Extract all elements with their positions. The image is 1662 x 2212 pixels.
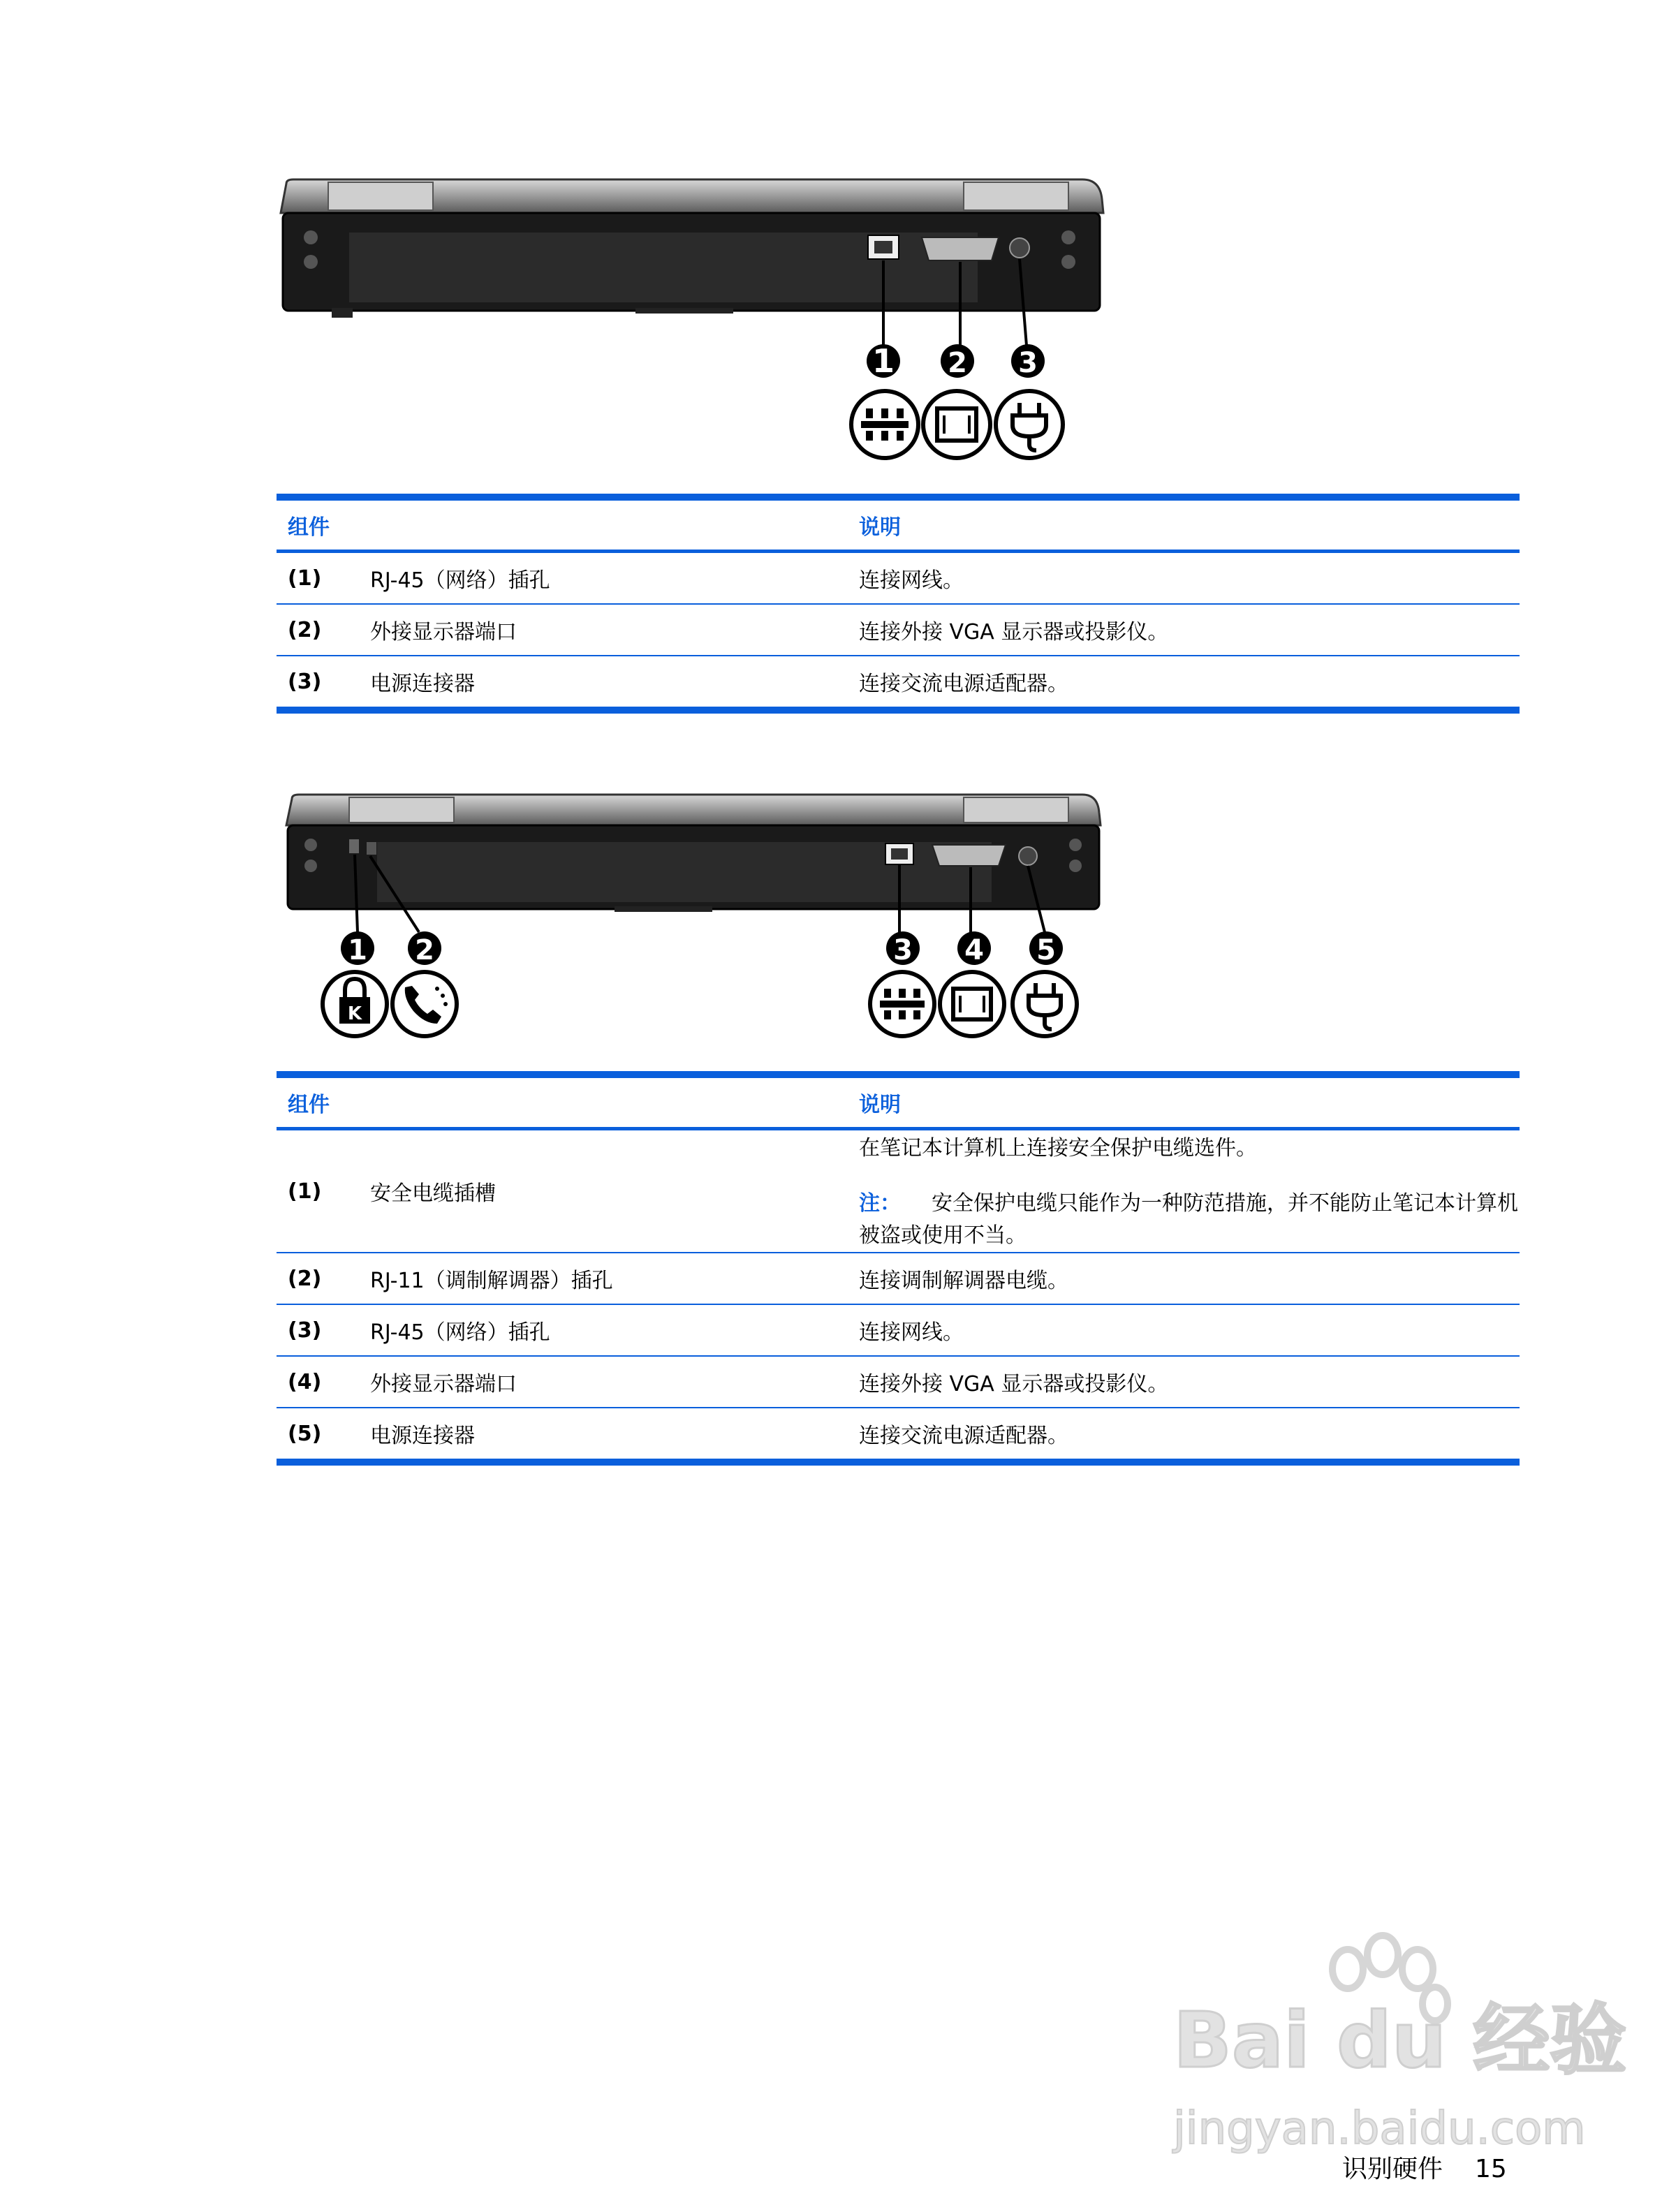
baidu-watermark-logo xyxy=(1159,1927,1627,2165)
note xyxy=(859,1188,1520,1252)
svg-text:2: 2 xyxy=(948,347,967,379)
monitor-icon xyxy=(923,391,990,458)
svg-text:3: 3 xyxy=(1018,347,1038,379)
component-description: 连接交流电源适配器。 xyxy=(859,672,1068,696)
callout-3 xyxy=(1011,344,1045,379)
component-table-2 xyxy=(277,1071,1520,1466)
component-description: 连接调制解调器电缆。 xyxy=(848,1253,1520,1304)
svg-text:2: 2 xyxy=(415,934,434,966)
svg-text:5: 5 xyxy=(1036,934,1056,966)
note-text: 安全保护电缆只能作为一种防范措施，并不能防止笔记本计算机被盗或使用不当。 xyxy=(859,1191,1518,1248)
header-description: 说明 xyxy=(848,1075,1520,1129)
header-component: 组件 xyxy=(277,497,848,552)
row-number: (2) xyxy=(277,1253,359,1304)
svg-text:3: 3 xyxy=(893,934,913,966)
table-row xyxy=(277,604,1520,656)
row-number: (3) xyxy=(288,669,322,694)
component-name: 电源连接器 xyxy=(370,1424,475,1448)
watermark-brand: Bai du 经验 xyxy=(1173,1996,1627,2085)
component-description: 连接网线。 xyxy=(848,1304,1520,1356)
svg-text:K: K xyxy=(347,1003,362,1024)
header-description: 说明 xyxy=(848,497,1520,552)
svg-text:1: 1 xyxy=(872,342,895,380)
network-icon xyxy=(851,391,918,458)
power-plug-icon xyxy=(996,391,1063,458)
component-table-1 xyxy=(277,494,1520,714)
note-label: 注： xyxy=(859,1191,901,1216)
row-number: (3) xyxy=(277,1304,359,1356)
table-row xyxy=(277,552,1520,605)
component-name: RJ-11（调制解调器）插孔 xyxy=(359,1253,848,1304)
callout-3 xyxy=(886,931,920,966)
component-name: 电源连接器 xyxy=(370,672,475,696)
section-title: 识别硬件 xyxy=(1342,2155,1443,2183)
row-number: (4) xyxy=(277,1356,359,1408)
network-icon xyxy=(870,972,934,1036)
power-plug-icon xyxy=(1013,972,1077,1036)
callout-4 xyxy=(957,931,991,966)
table-row xyxy=(277,656,1520,710)
table-row xyxy=(277,1356,1520,1408)
table-row xyxy=(277,1304,1520,1356)
laptop-rear-figure-1 xyxy=(272,171,1110,464)
callout-1 xyxy=(867,342,900,380)
page-footer xyxy=(1342,2149,1507,2185)
security-lock-icon xyxy=(323,972,387,1036)
component-description: 连接外接 VGA 显示器或投影仪。 xyxy=(848,604,1520,656)
row-number: (1) xyxy=(277,552,359,605)
page-number: 15 xyxy=(1475,2155,1507,2183)
callout-2 xyxy=(408,931,441,966)
row-number: (5) xyxy=(288,1421,322,1446)
component-name: 安全电缆插槽 xyxy=(359,1129,848,1253)
component-description: 连接外接 VGA 显示器或投影仪。 xyxy=(848,1356,1520,1408)
component-description xyxy=(848,1129,1520,1253)
row-number: (2) xyxy=(277,604,359,656)
component-description: 连接网线。 xyxy=(848,552,1520,605)
header-component: 组件 xyxy=(277,1075,848,1129)
component-description: 连接交流电源适配器。 xyxy=(859,1424,1068,1448)
svg-text:1: 1 xyxy=(348,934,367,966)
callout-5 xyxy=(1029,931,1063,966)
table-row xyxy=(277,1408,1520,1462)
row-number: (1) xyxy=(277,1129,359,1253)
laptop-rear-figure-2 xyxy=(279,789,1117,1054)
monitor-icon xyxy=(940,972,1004,1036)
component-name: RJ-45（网络）插孔 xyxy=(359,552,848,605)
callout-2 xyxy=(941,344,974,379)
modem-phone-icon xyxy=(392,972,457,1036)
description-text: 在笔记本计算机上连接安全保护电缆选件。 xyxy=(859,1136,1257,1160)
watermark-url: jingyan.baidu.com xyxy=(1173,2103,1586,2155)
svg-text:4: 4 xyxy=(964,934,984,966)
callout-1 xyxy=(341,931,374,966)
component-name: 外接显示器端口 xyxy=(359,1356,848,1408)
table-row xyxy=(277,1253,1520,1304)
component-name: RJ-45（网络）插孔 xyxy=(359,1304,848,1356)
component-name: 外接显示器端口 xyxy=(359,604,848,656)
table-row xyxy=(277,1129,1520,1253)
